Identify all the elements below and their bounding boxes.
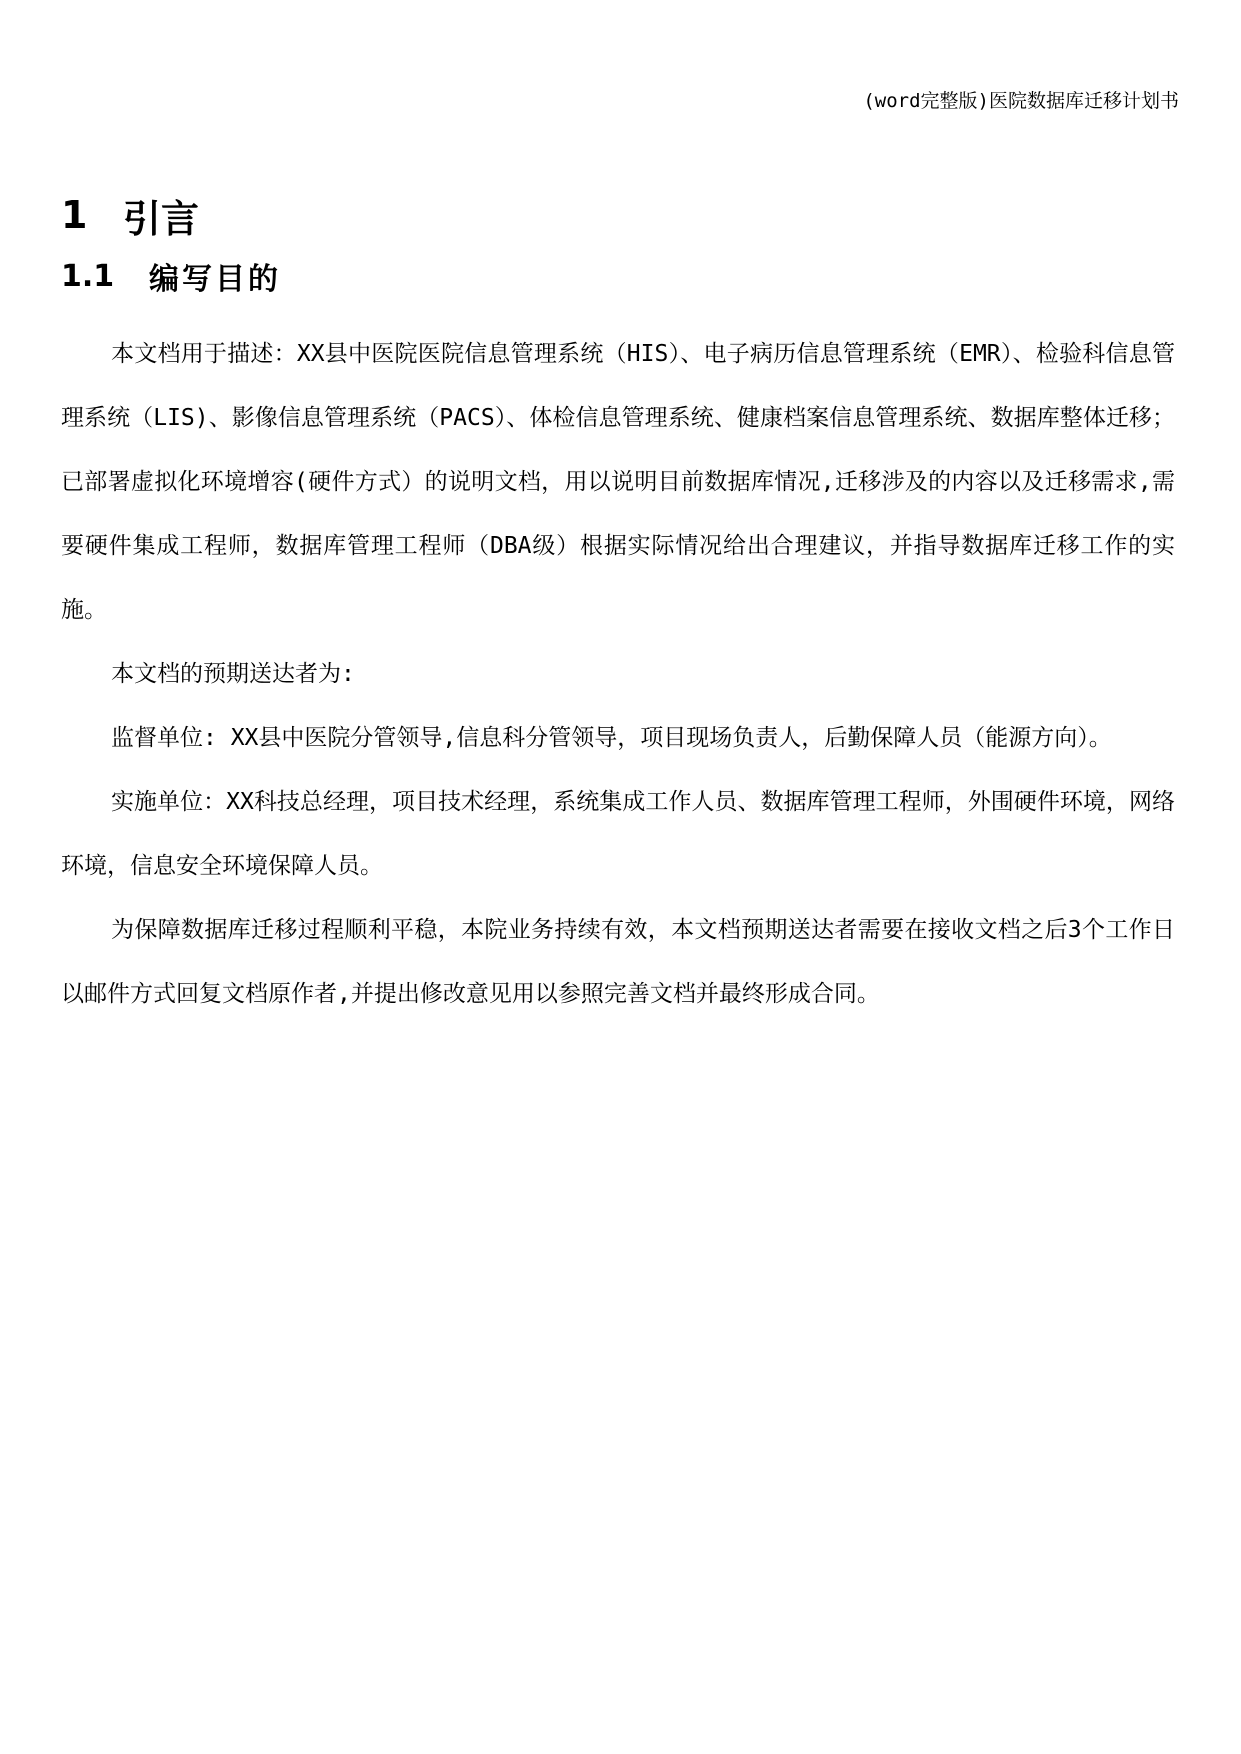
subsection-title: 编写目的 [149,262,281,297]
document-body [61,186,1175,1026]
paragraph-implementing-unit: 实施单位：XX科技总经理，项目技术经理，系统集成工作人员、数据库管理工程师，外围硬件环境，网络环境，信息安全环境保障人员。 [61,789,1175,879]
section-title: 引言 [123,196,200,241]
section-number: 1 [61,193,88,237]
subsection-number: 1.1 [61,258,115,294]
paragraph-reply-requirement: 为保障数据库迁移过程顺利平稳，本院业务持续有效，本文档预期送达者需要在接收文档之后3个工作日以邮件方式回复文档原作者,并提出修改意见用以参照完善文档并最终形成合同。 [61,917,1175,1007]
paragraph-audience-intro: 本文档的预期送达者为: [111,661,355,687]
body-text [61,322,1175,1026]
section-heading [61,186,1175,244]
paragraph-purpose: 本文档用于描述：XX县中医院医院信息管理系统（HIS）、电子病历信息管理系统（EMR）、检验科信息管理系统（LIS)、影像信息管理系统（PACS）、体检信息管理系统、健康档案信息管理系统、数据库整体迁移；已部署虚拟化环境增容(硬件方式）的说明文档，用以说明目前数据库情况,迁移涉及的内容以及迁移需求,需要硬件集成工程师，数据库管理工程师（DBA级）根据实际情况给出合理建议，并指导数据库迁移工作的实施。 [61,341,1175,623]
subsection-heading [61,252,1175,300]
running-header: (word完整版)医院数据库迁移计划书 [863,90,1179,112]
paragraph-supervising-unit: 监督单位: XX县中医院分管领导,信息科分管领导，项目现场负责人，后勤保障人员（能源方向）。 [111,725,1112,751]
